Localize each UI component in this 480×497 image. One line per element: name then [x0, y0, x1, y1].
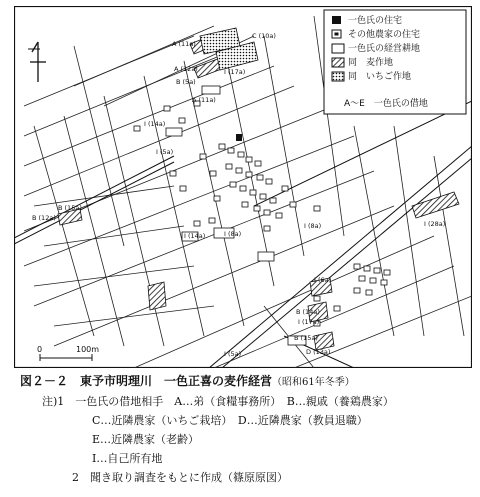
- plot-label: I (14a): [184, 232, 206, 240]
- plot-label: I (5a): [156, 148, 174, 156]
- legend-label: 同 いちご作地: [348, 72, 412, 82]
- plot-label: B (5a): [176, 78, 196, 86]
- legend-symbol-isshiki-house: [332, 16, 341, 24]
- plot-label: I (14a): [144, 120, 166, 128]
- legend-symbol-operated-land: [332, 44, 344, 53]
- legend-label: 同 麦作地: [348, 58, 394, 68]
- plot-label: I (8a): [304, 222, 322, 230]
- isshiki-house-marker: [236, 134, 242, 141]
- figure-title: [20, 374, 355, 390]
- note-1d: I…自己所有地: [92, 452, 163, 465]
- plot-label: A (11a): [192, 96, 216, 104]
- scale-distance: 100m: [76, 345, 100, 354]
- plot-label: B (14a): [296, 308, 320, 316]
- legend-label: A～E 一色氏の借地: [344, 99, 428, 109]
- plot-label: I (17a): [298, 318, 320, 326]
- plot-label: I (28a): [424, 220, 446, 228]
- land-use-map: [14, 6, 472, 368]
- plot-label: I (5a): [224, 350, 242, 358]
- legend-symbol-wheat: [332, 58, 344, 67]
- legend: [324, 10, 466, 114]
- plot-label: I (8a): [224, 230, 242, 238]
- plot-label: I (6a): [314, 276, 332, 284]
- north-arrow: [28, 36, 64, 88]
- scale-zero: 0: [37, 345, 43, 354]
- plot-label: B (15a): [294, 334, 318, 342]
- plot-label: C (10a): [252, 32, 276, 40]
- legend-label: 一色氏の住宅: [348, 16, 403, 26]
- plot-label: B (12a): [32, 214, 56, 222]
- note-2: 2 聞き取り調査をもとに作成（篠原原図）: [72, 471, 288, 484]
- plot-label: A (11a): [172, 40, 196, 48]
- figure-title-main: 図２－２ 東予市明理川 一色正喜の麦作経営: [20, 374, 273, 388]
- plot-label: D (13a): [306, 348, 331, 356]
- plot-label: I (17a): [224, 68, 246, 76]
- plot-label: B (15a): [58, 204, 82, 212]
- plot-label: A (12a): [174, 65, 198, 73]
- legend-label: 一色氏の経営耕地: [348, 44, 421, 54]
- note-1c: E…近隣農家（老齢）: [92, 433, 200, 446]
- legend-symbol-strawberry: [332, 72, 344, 81]
- legend-label: その他農家の住宅: [348, 30, 421, 40]
- figure-title-note: （昭和61年冬季）: [272, 377, 355, 388]
- note-1b: C…近隣農家（いちご栽培） D…近隣農家（教員退職）: [92, 414, 368, 427]
- note-1a: 注)1 一色氏の借地相手 A…弟（食糧事務所） B…親戚（養鶏農家）: [42, 395, 394, 408]
